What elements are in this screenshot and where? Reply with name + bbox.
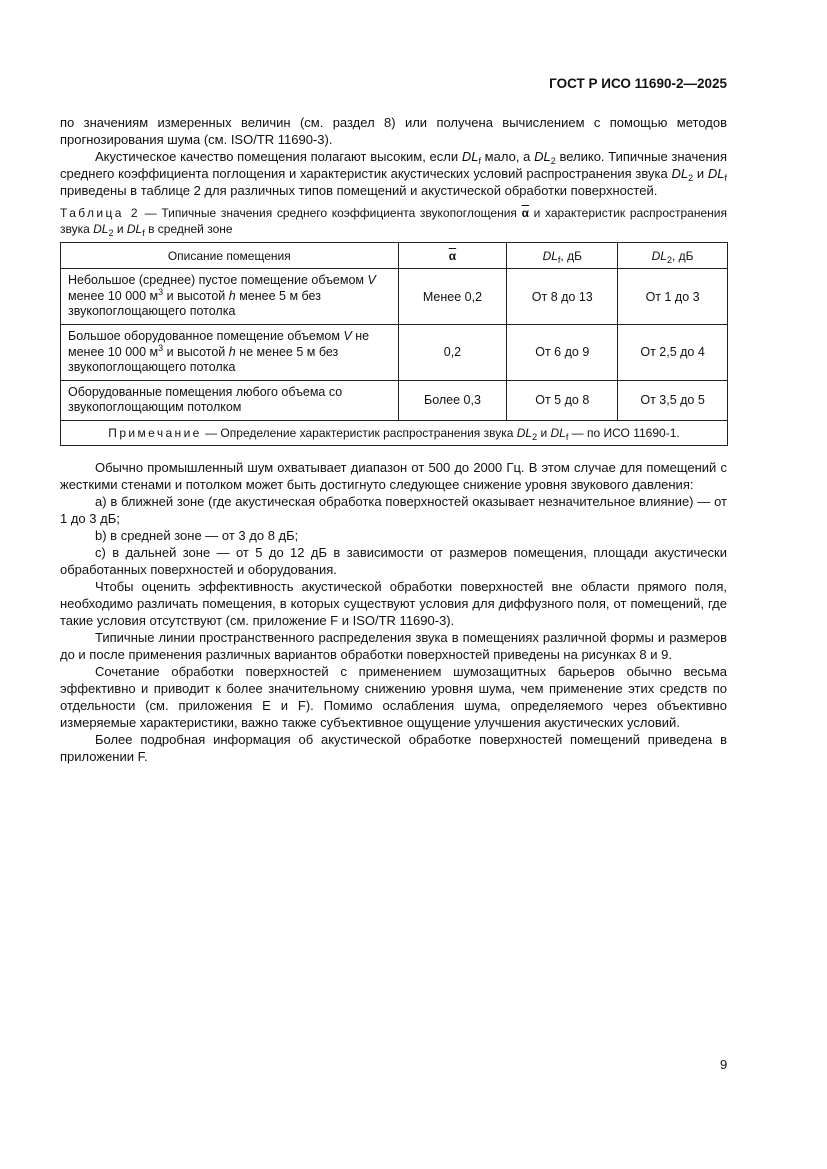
row-alpha: Более 0,3 xyxy=(398,380,507,420)
list-item-a: a) в ближней зоне (где акустическая обработка поверхностей оказывает незначительное влияние) — от 1 до 3 дБ; xyxy=(60,493,727,526)
page-content xyxy=(60,114,727,765)
row-alpha: Менее 0,2 xyxy=(398,269,507,325)
page-number: 9 xyxy=(720,1057,728,1072)
body-paragraph: Более подробная информация об акустической обработке поверхностей помещений приведена в приложении F. xyxy=(60,731,727,764)
row-dl2: От 1 до 3 xyxy=(618,269,728,325)
row-dlf: От 8 до 13 xyxy=(507,269,618,325)
document-id: ГОСТ Р ИСО 11690-2—2025 xyxy=(549,76,727,91)
body-text xyxy=(60,459,727,765)
list-item-c: c) в дальней зоне — от 5 до 12 дБ в зависимости от размеров помещения, площади акустически обработанных поверхностей и оборудования. xyxy=(60,544,727,577)
intro-paragraph-1: по значениям измеренных величин (см. раздел 8) или получена вычислением с помощью методов прогнозирования шума (см. ISO/TR 11690-3). xyxy=(60,115,727,147)
body-paragraph: Обычно промышленный шум охватывает диапазон от 500 до 2000 Гц. В этом случае для помещений с жесткими стенами и потолком может быть достигнуто следующее снижение уровня звукового давления: xyxy=(60,459,727,492)
header-dl2: $DL_2$, дБ xyxy=(618,243,728,269)
row-dlf: От 5 до 8 xyxy=(507,380,618,420)
table-row xyxy=(61,325,728,381)
row-description: Небольшое (среднее) пустое помещение объемом V менее 10 000 $м^3$ и высотой h менее 5 м без звукопоглощающего потолка xyxy=(61,269,399,325)
table-row xyxy=(61,380,728,420)
intro-paragraph-2: Акустическое качество помещения полагают высоким, если $DL_f$ мало, а $DL_2$ велико. Типичные значения среднего коэффициента поглощения и характеристик акустических условий распространения звука $DL_2$ и $DL_f$ приведены в таблице 2 для различных типов помещений и акустической обработки поверхностей. xyxy=(60,149,727,198)
row-description: Оборудованные помещения любого объема со звукопоглощающим потолком xyxy=(61,380,399,420)
table-row xyxy=(61,269,728,325)
header-dlf: $DL_f$, дБ xyxy=(507,243,618,269)
table-note: Примечание — Определение характеристик распространения звука $DL_2$ и $DL_f$ — по ИСО 11690-1. xyxy=(61,420,728,445)
row-alpha: 0,2 xyxy=(398,325,507,381)
header-alpha: $\overline{\alpha}$ xyxy=(398,243,507,269)
row-dl2: От 3,5 до 5 xyxy=(618,380,728,420)
body-paragraph: Чтобы оценить эффективность акустической обработки поверхностей вне области прямого поля, необходимо различать помещения, в которых существуют условия для диффузного поля, от помещений, где такие условия отсутствуют (см. приложение F и ISO/TR 11690-3). xyxy=(60,578,727,628)
row-dlf: От 6 до 9 xyxy=(507,325,618,381)
header-description: Описание помещения xyxy=(61,243,399,269)
table-caption: Таблица 2 — Типичные значения среднего коэффициента звукопоглощения $\overline{\alpha}$ и характеристик распространения звука $DL_2$ и $DL_f$ в средней зоне xyxy=(60,206,727,238)
body-paragraph: Сочетание обработки поверхностей с применением шумозащитных барьеров обычно весьма эффективно и приводит к более значительному снижению уровня шума, чем применение этих средств по отдельности (см. приложения E и F). Помимо ослабления шума, определяемого через объективно измеряемые характеристики, важно также субъективное ощущение улучшения акустических условий. xyxy=(60,663,727,730)
row-description: Большое оборудованное помещение объемом V не менее 10 000 $м^3$ и высотой h не менее 5 м без звукопоглощающего потолка xyxy=(61,325,399,381)
row-dl2: От 2,5 до 4 xyxy=(618,325,728,381)
body-paragraph: Типичные линии пространственного распределения звука в помещениях различной формы и размеров до и после применения различных вариантов обработки поверхностей приведены на рисунках 8 и 9. xyxy=(60,629,727,662)
table-header-row xyxy=(61,243,728,269)
list-item-b: b) в средней зоне — от 3 до 8 дБ; xyxy=(95,527,299,543)
table-note-row xyxy=(61,420,728,445)
data-table xyxy=(60,242,728,446)
